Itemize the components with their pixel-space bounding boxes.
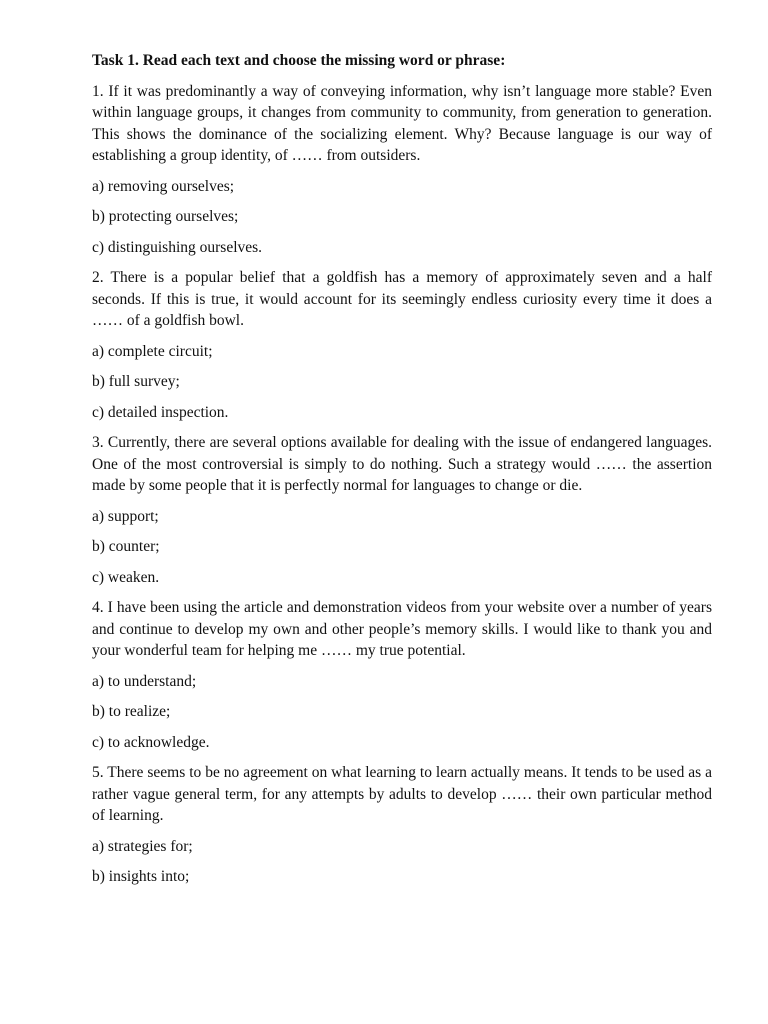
question-5-option-b: b) insights into; — [92, 868, 190, 885]
question-4-text: 4. I have been using the article and demonstration videos from your website over a number of years and continue to develop my own and other people’s memory skills. I would like to thank you and your wonderful team for helping me …… my true potential. — [92, 599, 712, 659]
document-page — [92, 50, 712, 897]
question-3-option-b: b) counter; — [92, 538, 160, 555]
question-1-option-c: c) distinguishing ourselves. — [92, 238, 263, 256]
question-3-text: 3. Currently, there are several options available for dealing with the issue of endangered languages. One of the most controversial is simply to do nothing. Such a strategy would …… the assertion made by some people that it is perfectly normal for languages to change or die. — [92, 434, 712, 494]
question-1-option-b: b) protecting ourselves; — [92, 208, 239, 225]
question-2-text: 2. There is a popular belief that a goldfish has a memory of approximately seven and a half seconds. If this is true, it would account for its seemingly endless curiosity every time it does a …… of a goldfish bowl. — [92, 269, 712, 329]
question-4-option-b: b) to realize; — [92, 703, 171, 720]
question-4-option-c: c) to acknowledge. — [92, 733, 210, 751]
question-2-option-c: c) detailed inspection. — [92, 403, 229, 421]
question-2-option-a: a) complete circuit; — [92, 342, 213, 360]
question-2-option-b: b) full survey; — [92, 373, 180, 390]
question-5-option-a: a) strategies for; — [92, 837, 193, 855]
question-1-text: 1. If it was predominantly a way of conveying information, why isn’t language more stable? Even within language groups, it changes from community to community, from generation to generation. This shows the dominance of the socializing element. Why? Because language is our way of establishing a group identity, of …… from outsiders. — [92, 82, 712, 164]
question-3-option-a: a) support; — [92, 507, 159, 525]
question-1-option-a: a) removing ourselves; — [92, 177, 235, 195]
task-title: Task 1. Read each text and choose the missing word or phrase: — [92, 52, 506, 69]
question-3-option-c: c) weaken. — [92, 568, 160, 586]
question-4-option-a: a) to understand; — [92, 672, 197, 690]
question-5-text: 5. There seems to be no agreement on what learning to learn actually means. It tends to be used as a rather vague general term, for any attempts by adults to develop …… their own particular method of learning. — [92, 764, 712, 824]
